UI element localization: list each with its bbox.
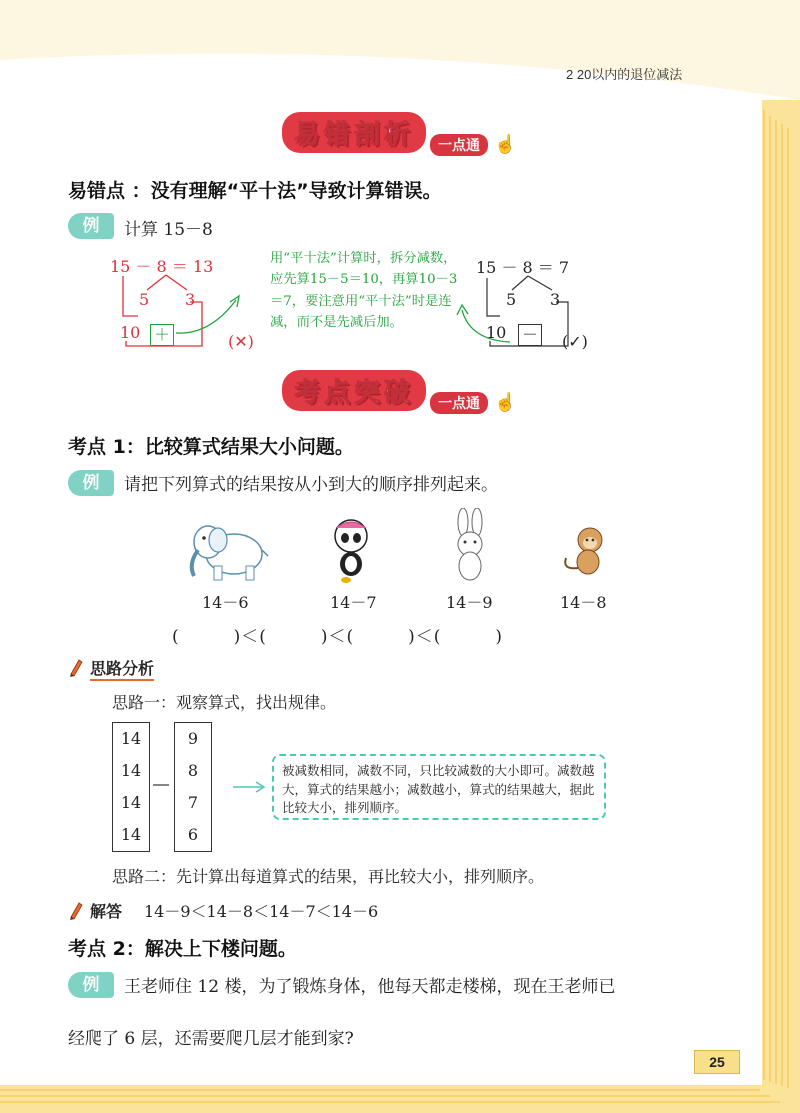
right-n2: 3 — [550, 290, 561, 309]
elephant-icon — [184, 516, 270, 584]
banner-title: 考点突破 — [282, 370, 426, 411]
minuend-column — [112, 722, 150, 852]
subtrahend-2: 8 — [187, 761, 199, 780]
hand-icon: ☝ — [494, 134, 517, 155]
example-tag: 例 — [68, 470, 114, 496]
monkey-icon — [560, 524, 612, 582]
right-n3: 10 — [486, 323, 507, 342]
hand-icon: ☝ — [494, 392, 517, 413]
rabbit-icon — [446, 508, 494, 586]
chapter-header: 2 20以内的退位减法 — [566, 67, 683, 82]
animal-expr-2: 14－7 — [330, 593, 377, 612]
wrong-n3: 10 — [120, 323, 141, 342]
idea2: 思路二：先计算出每道算式的结果，再比较大小，排列顺序。 — [112, 867, 545, 886]
idea1: 思路一：观察算式，找出规律。 — [112, 693, 337, 712]
subtrahend-4: 6 — [187, 825, 199, 844]
page-number: 25 — [694, 1050, 740, 1074]
point1-question: 请把下列算式的结果按从小到大的顺序排列起来。 — [124, 475, 498, 495]
pencil-icon — [68, 657, 84, 677]
point2-line2: 经爬了 6 层，还需要爬几层才能到家? — [68, 1029, 354, 1049]
wrong-expression: 15 － 8 ＝ 13 — [110, 257, 214, 276]
minuend-1: 14 — [120, 729, 142, 748]
answer-label: 解答 — [90, 902, 123, 921]
mistake-note: 用“平十法”计算时，拆分减数，应先算15－5＝10，再算10－3＝7，要注意用“平十法”时是连减，而不是先减后加。 — [270, 251, 458, 331]
section-banner-mistakes — [282, 112, 517, 155]
wrong-n1: 5 — [139, 290, 150, 309]
banner-title: 易错剖析 — [282, 112, 426, 153]
subtrahend-1: 9 — [187, 729, 199, 748]
banner-sub: 一点通 — [430, 392, 488, 414]
tip-box: 被减数相同，减数不同，只比较减数的大小即可。减数越大，算式的结果越小；减数越小，算式的结果越大，据此比较大小，排列顺序。 — [272, 754, 606, 820]
example-tag: 例 — [68, 213, 114, 239]
mistake-title: 易错点 ：没有理解“平十法”导致计算错误。 — [68, 180, 442, 202]
animal-expr-3: 14－9 — [446, 593, 493, 612]
banner-sub: 一点通 — [430, 134, 488, 156]
wrong-mark: (✕) — [228, 332, 254, 351]
point2-line1: 王老师住 12 楼，为了锻炼身体，他每天都走楼梯，现在王老师已 — [124, 977, 616, 997]
section-banner-keypoints — [282, 370, 517, 413]
answer-text: 14－9＜14－8＜14－7＜14－6 — [144, 902, 379, 921]
panda-icon — [326, 514, 376, 584]
mistake-problem: 计算 15－8 — [124, 220, 213, 240]
right-expression: 15 － 8 ＝ 7 — [476, 258, 570, 277]
point1-title: 考点 1：比较算式结果大小问题。 — [68, 436, 354, 458]
animal-expr-4: 14－8 — [560, 593, 607, 612]
analysis-label: 思路分析 — [90, 656, 154, 681]
example-tag: 例 — [68, 972, 114, 998]
subtrahend-column — [174, 722, 212, 852]
right-op-box: － — [518, 324, 542, 346]
wrong-op-box: ＋ — [150, 324, 174, 346]
subtrahend-3: 7 — [187, 793, 199, 812]
animal-expr-1: 14－6 — [202, 593, 249, 612]
minuend-3: 14 — [120, 793, 142, 812]
answer-blanks: ( )＜( )＜( )＜( ) — [172, 627, 504, 647]
point2-title: 考点 2：解决上下楼问题。 — [68, 938, 297, 960]
pencil-icon — [68, 900, 84, 920]
right-n1: 5 — [506, 290, 517, 309]
wrong-n2: 3 — [185, 290, 196, 309]
minuend-2: 14 — [120, 761, 142, 780]
right-mark: (✓) — [562, 332, 588, 351]
minuend-4: 14 — [120, 825, 142, 844]
